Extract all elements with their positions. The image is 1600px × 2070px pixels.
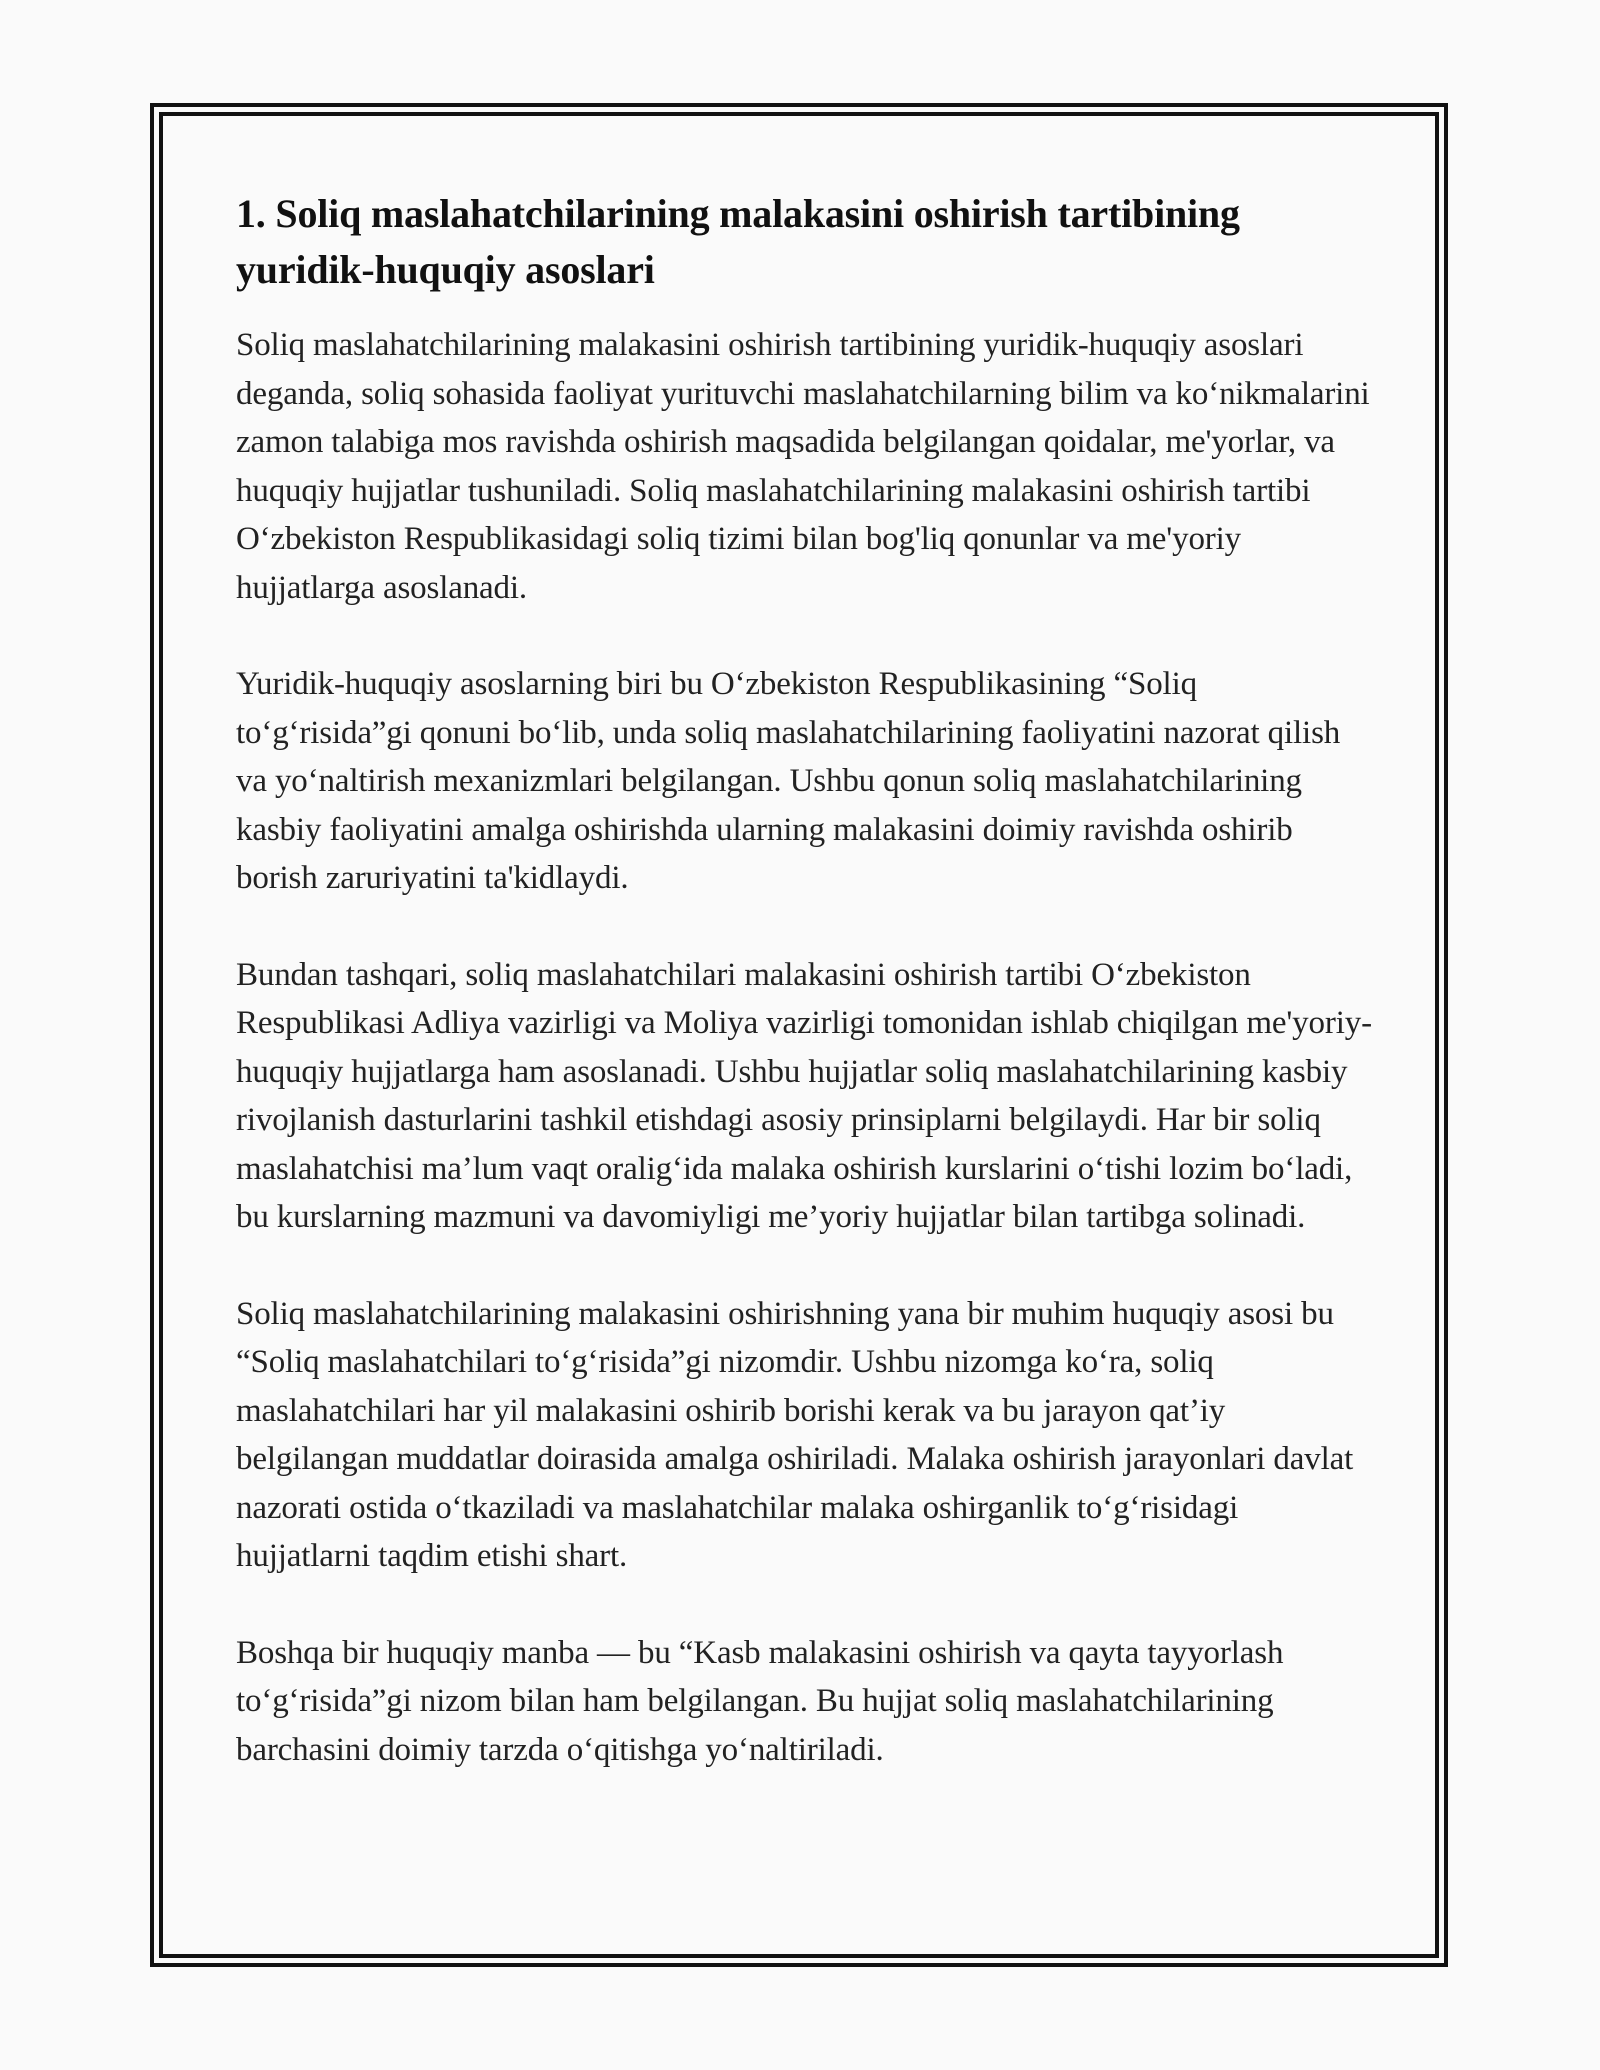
paragraph-1: Soliq maslahatchilarining malakasini oshirish tartibining yuridik-huquqiy asoslari deganda, soliq sohasida faoliyat yurituvchi maslahatchilarning bilim va ko‘nikmalarini zamon talabiga mos ravishda oshirish maqsadida belgilangan qoidalar, me'yorlar, va huquqiy hujjatlar tushuniladi. Soliq maslahatchilarining malakasini oshirish tartibi O‘zbekiston Respublikasidagi soliq tizimi bilan bog'liq qonunlar va me'yoriy hujjatlarga asoslanadi. bbox=[236, 327, 1370, 606]
paragraph-4: Soliq maslahatchilarining malakasini oshirishning yana bir muhim huquqiy asosi bu “Soliq maslahatchilari to‘g‘risida”gi nizomdir. Ushbu nizomga ko‘ra, soliq maslahatchilari har yil malakasini oshirib borishi kerak va bu jarayon qat’iy belgilangan muddatlar doirasida amalga oshiriladi. Malaka oshirish jarayonlari davlat nazorati ostida o‘tkaziladi va maslahatchilar malaka oshirganlik to‘g‘risidagi hujjatlarni taqdim etishi shart. bbox=[236, 1295, 1354, 1574]
paragraph-3: Bundan tashqari, soliq maslahatchilari malakasini oshirish tartibi O‘zbekiston Respublikasi Adliya vazirligi va Moliya vazirligi tomonidan ishlab chiqilgan me'yoriy-huquqiy hujjatlarga ham asoslanadi. Ushbu hujjatlar soliq maslahatchilarining kasbiy rivojlanish dasturlarini tashkil etishdagi asosiy prinsiplarni belgilaydi. Har bir soliq maslahatchisi ma’lum vaqt oralig‘ida malaka oshirish kurslarini o‘tishi lozim bo‘ladi, bu kurslarning mazmuni va davomiyligi me’yoriy hujjatlar bilan tartibga solinadi. bbox=[236, 956, 1372, 1235]
paragraph-5: Boshqa bir huquqiy manba — bu “Kasb malakasini oshirish va qayta tayyorlash to‘g‘risida”gi nizom bilan ham belgilangan. Bu hujjat soliq maslahatchilarining barchasini doimiy tarzda o‘qitishga yo‘naltiriladi. bbox=[236, 1634, 1284, 1768]
document-content bbox=[236, 186, 1376, 1774]
paragraph-2: Yuridik-huquqiy asoslarning biri bu O‘zbekiston Respublikasining “Soliq to‘g‘risida”gi qonuni bo‘lib, unda soliq maslahatchilarining faoliyatini nazorat qilish va yo‘naltirish mexanizmlari belgilangan. Ushbu qonun soliq maslahatchilarining kasbiy faoliyatini amalga oshirishda ularning malakasini doimiy ravishda oshirib borish zaruriyatini ta'kidlaydi. bbox=[236, 666, 1341, 896]
section-heading: 1. Soliq maslahatchilarining malakasini oshirish tartibining yuridik-huquqiy asoslari bbox=[236, 191, 1240, 292]
